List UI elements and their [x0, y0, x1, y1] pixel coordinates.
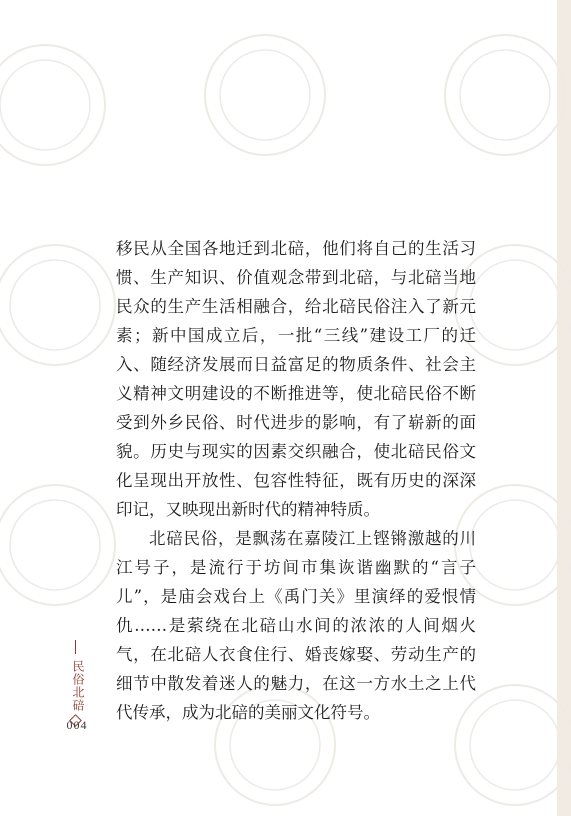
paragraph: 北碚民俗，是飘荡在嘉陵江上铿锵激越的川江号子，是流行于坊间市集诙谐幽默的“言子儿”，是庙会戏台上《禹门关》里演绎的爱恨情仇……是萦绕在北碚山水间的浓浓的人间烟火气，在北碚人衣食住行、婚丧嫁娶、劳动生产的细节中散发着迷人的魅力，在这一方水土之上代代传承，成为北碚的美丽文化符号。	[116, 529, 476, 722]
watermark-stamp	[0, 230, 130, 380]
watermark-stamp	[430, 20, 571, 170]
book-title: 民俗北碚	[71, 660, 85, 712]
body-text	[116, 234, 476, 727]
page-number: 004	[66, 718, 88, 732]
paragraph-continued: 移民从全国各地迁到北碚，他们将自己的生活习惯、生产知识、价值观念带到北碚，与北碚当地民众的生产生活相融合，给北碚民俗注入了新元素；新中国成立后，一批“三线”建设工厂的迁入、随经济发展而日益富足的物质条件、社会主义精神文明建设的不断推进等，使北碚民俗不断受到外乡民俗、时代进步的影响，有了崭新的面貌。历史与现实的因素交织融合，使北碚民俗文化呈现出开放性、包容性特征，既有历史的深深印记，又映现出新时代的精神特质。	[116, 239, 476, 519]
ornament-line	[75, 640, 76, 654]
page-edge-strip	[557, 0, 571, 816]
watermark-stamp	[190, 20, 340, 170]
watermark-stamp	[0, 470, 130, 620]
watermark-stamp	[0, 30, 120, 180]
